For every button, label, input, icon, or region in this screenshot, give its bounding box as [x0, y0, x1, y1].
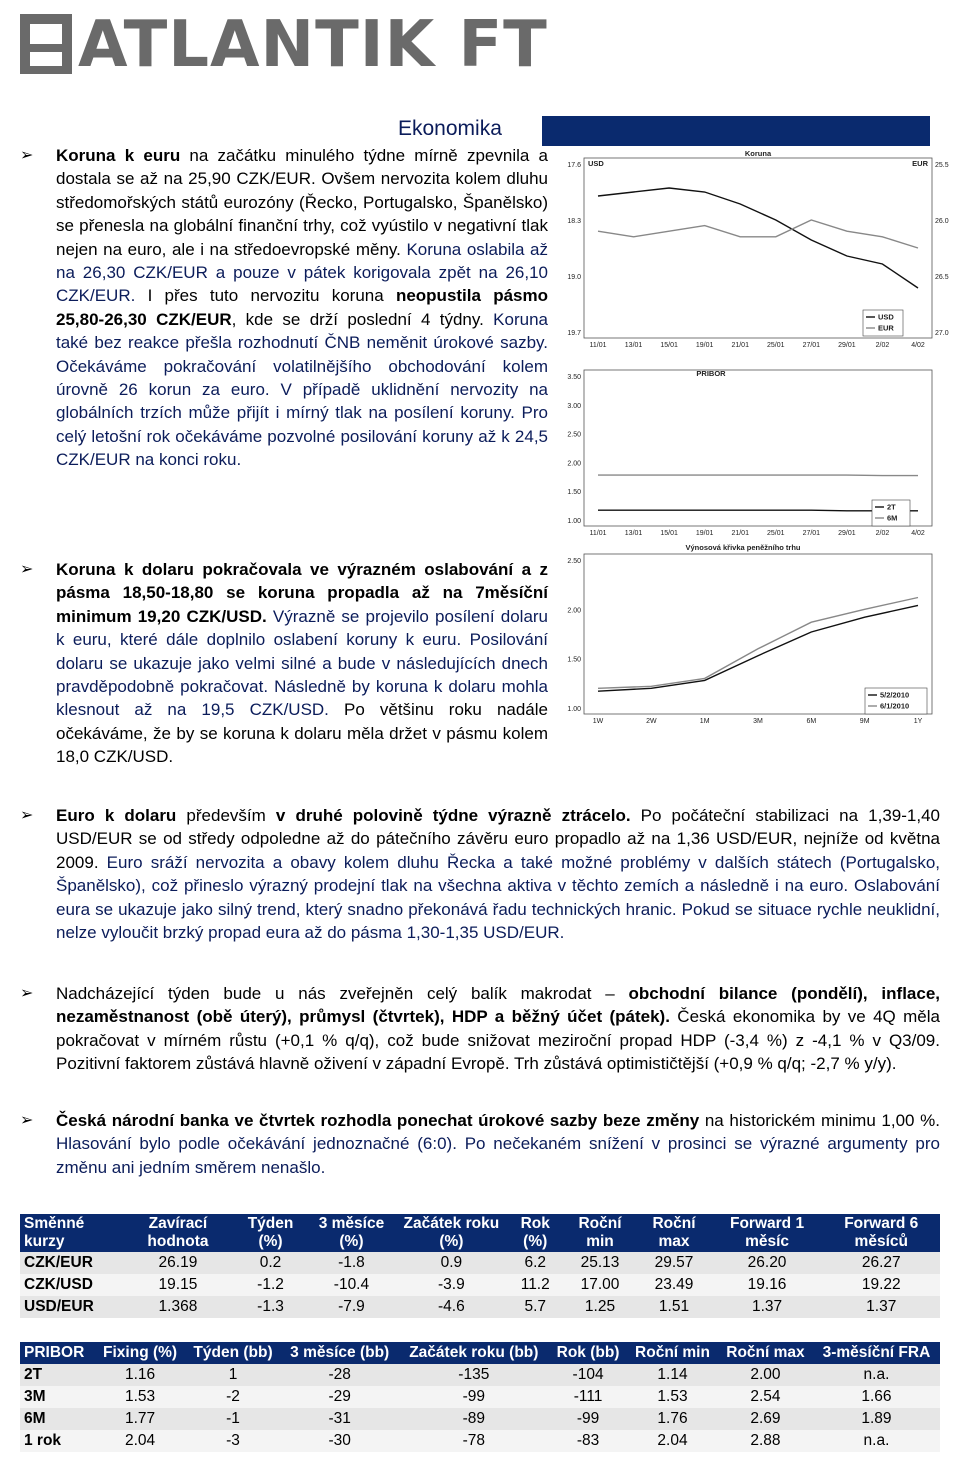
chart-koruna — [560, 148, 950, 358]
fx-cell: -10.4 — [307, 1274, 396, 1296]
pribor-header-cell: 3 měsíce (bb) — [281, 1342, 399, 1364]
y2-tick-label: 26.0 — [935, 218, 949, 225]
text-bold: obchodní bilance (pondělí), inflace, nezaměstnanost (obě úterý), průmysl (čtvrtek), HDP a běžný účet (pátek). — [56, 984, 940, 1027]
text: , kde se drží poslední 4 týdny. — [231, 309, 494, 329]
fx-header-cell: Forward 6 měsíců — [823, 1214, 940, 1252]
y-tick-label: 3.50 — [567, 374, 581, 381]
text-highlight: Posilování dolaru se ukazuje jako velmi silné a bude v následujících dnech pravděpodobně pokračovat. Následně by koruna k dolaru mohla klesnout až na 19,5 CZK/USD. — [56, 630, 548, 720]
pribor-row — [20, 1386, 940, 1408]
pribor-cell: -99 — [398, 1386, 549, 1408]
paragraph-body — [20, 1109, 940, 1179]
y-tick-label: 18.3 — [567, 218, 581, 225]
x-tick-label: 25/01 — [767, 530, 785, 537]
pribor-cell: n.a. — [813, 1364, 940, 1386]
legend-label: EUR — [878, 323, 894, 333]
y2-tick-label: 27.0 — [935, 330, 949, 337]
arrow-bullet-icon: ➢ — [20, 147, 34, 164]
y-tick-label: 2.50 — [567, 431, 581, 439]
y-tick-label: 3.00 — [567, 402, 581, 410]
pribor-cell: -28 — [281, 1364, 399, 1386]
pribor-row — [20, 1408, 940, 1430]
x-tick-label: 3M — [753, 718, 763, 725]
fx-cell: -4.6 — [396, 1296, 507, 1318]
text-bold: Koruna k dolaru pokračovala ve výrazném oslabování a z pásma 18,50-18,80 se koruna propadla až na 7měsíční minimum 19,20 CZK/USD. — [56, 560, 548, 626]
pribor-cell: -89 — [398, 1408, 549, 1430]
pribor-cell: 1.89 — [813, 1408, 940, 1430]
fx-header-cell: Roční max — [636, 1214, 711, 1252]
fx-header-cell: 3 měsíce (%) — [307, 1214, 396, 1252]
text-highlight: Koruna oslabila až na 26,30 CZK/EUR a pouze v pátek korigovala zpět na 26,10 CZK/EUR. — [56, 239, 548, 306]
paragraph-euro-dolar — [20, 804, 940, 944]
fx-cell: 17.00 — [564, 1274, 637, 1296]
pribor-header-row — [20, 1342, 940, 1364]
arrow-bullet-icon: ➢ — [20, 1112, 34, 1129]
fx-cell: 1.37 — [823, 1296, 940, 1318]
pribor-cell: 6M — [20, 1408, 95, 1430]
legend-label: 6/1/2010 — [880, 701, 910, 711]
chart-title: PRIBOR — [696, 369, 726, 378]
pribor-cell: 1.76 — [627, 1408, 718, 1430]
fx-header-row — [20, 1214, 940, 1252]
pribor-header-cell: Týden (bb) — [185, 1342, 281, 1364]
pribor-cell: 1.66 — [813, 1386, 940, 1408]
left-text-column — [20, 144, 548, 484]
pribor-cell: -3 — [185, 1430, 281, 1452]
pribor-header-cell: Roční min — [627, 1342, 718, 1364]
fx-cell: -3.9 — [396, 1274, 507, 1296]
y-tick-label: 1.50 — [567, 656, 581, 664]
pribor-cell: 2.69 — [718, 1408, 813, 1430]
fx-cell: 26.27 — [823, 1252, 940, 1274]
legend-label: 2T — [887, 502, 896, 512]
y-tick-label: 2.00 — [567, 607, 581, 615]
pribor-row — [20, 1364, 940, 1386]
fx-cell: 29.57 — [636, 1252, 711, 1274]
fx-rates-table — [20, 1214, 940, 1318]
pribor-cell: -83 — [549, 1430, 627, 1452]
pribor-cell: 1.77 — [95, 1408, 185, 1430]
pribor-cell: -29 — [281, 1386, 399, 1408]
x-tick-label: 19/01 — [695, 530, 714, 537]
text-highlight: Euro sráží nervozita a obavy kolem dluhu Řecka a také možné problémy v dalších státech (Portugalsko, Španělsko), což přineslo výrazný prodejní tlak na všechna aktiva v těchto zemích a následně i na euro. Oslabování eura se ukazuje jako silný trend, který snadno překonává řadu technických hranic. Pokud se situace rychle neuklidní, nelze vyloučit brzký propad eura až do pásma 1,30-1,35 USD/EUR. — [56, 852, 941, 943]
text: na historickém minimu 1,00 %. — [699, 1111, 940, 1130]
pribor-cell: -135 — [398, 1364, 549, 1386]
fx-cell: -7.9 — [307, 1296, 396, 1318]
paragraph-body — [20, 982, 940, 1076]
pribor-cell: 1.53 — [627, 1386, 718, 1408]
fx-cell: 5.7 — [507, 1296, 564, 1318]
fx-cell: 19.16 — [712, 1274, 823, 1296]
fx-cell: -1.8 — [307, 1252, 396, 1274]
pribor-cell: 1.53 — [95, 1386, 185, 1408]
pribor-cell: n.a. — [813, 1430, 940, 1452]
fx-cell: 6.2 — [507, 1252, 564, 1274]
text-bold: Česká národní banka ve čtvrtek rozhodla ponechat úrokové sazby beze změny — [56, 1111, 700, 1130]
x-tick-label: 1M — [699, 718, 710, 725]
fx-cell: -1.3 — [234, 1296, 307, 1318]
text-highlight: Hlasování bylo podle očekávání jednoznačné (6:0). Po nečekaném snížení v prosinci se výrazné argumenty pro změnu ani jedním směrem nenašlo. — [56, 1134, 940, 1177]
left-axis-label: USD — [588, 159, 604, 168]
x-tick-label: 27/01 — [802, 530, 821, 537]
pribor-cell: 1 rok — [20, 1430, 95, 1452]
pribor-header-cell: Rok (bb) — [549, 1342, 627, 1364]
fx-row — [20, 1296, 940, 1318]
text: Nadcházející týden bude u nás zveřejněn celý balík makrodat – — [56, 984, 629, 1003]
fx-cell: CZK/EUR — [20, 1252, 122, 1274]
fx-cell: 0.9 — [396, 1252, 507, 1274]
x-tick-label: 25/01 — [767, 342, 785, 349]
pribor-cell: -111 — [549, 1386, 627, 1408]
fx-row — [20, 1274, 940, 1296]
y-tick-label: 1.50 — [567, 489, 581, 497]
x-tick-label: 13/01 — [624, 530, 643, 537]
fx-header-cell: Začátek roku (%) — [396, 1214, 507, 1252]
fx-row — [20, 1252, 940, 1274]
pribor-cell: 2.04 — [95, 1430, 185, 1452]
pribor-header-cell: Roční max — [718, 1342, 813, 1364]
text-highlight: Výrazně se projevilo posílení dolaru k euru, které dále doplnilo oslabení koruny k euru. — [56, 606, 549, 650]
fx-cell: CZK/USD — [20, 1274, 122, 1296]
text-highlight: Koruna také bez reakce přešla rozhodnutí ČNB neměnit úrokové sazby. — [56, 309, 548, 353]
y-tick-label: 1.00 — [567, 518, 581, 525]
pribor-cell: 1.14 — [627, 1364, 718, 1386]
pribor-cell: 1.16 — [95, 1364, 185, 1386]
text-bold: Euro k dolaru — [56, 806, 177, 825]
paragraph-body — [20, 804, 940, 944]
series-line-6m — [598, 475, 918, 476]
arrow-bullet-icon: ➢ — [20, 807, 34, 824]
chart-title: Výnosová křivka peněžního trhu — [685, 543, 801, 552]
fx-cell: 11.2 — [507, 1274, 564, 1296]
fx-cell: 26.20 — [712, 1252, 823, 1274]
x-tick-label: 21/01 — [731, 342, 749, 349]
y-tick-label: 2.50 — [567, 558, 581, 565]
arrow-bullet-icon: ➢ — [20, 561, 34, 578]
pribor-cell: 2.00 — [718, 1364, 813, 1386]
text — [270, 380, 281, 399]
text: především — [176, 806, 276, 825]
x-tick-label: 1W — [592, 718, 604, 725]
text-highlight: V případě uklidnění nervozity na globálních trzích může přijít i mírný tlak na posílení koruny. — [56, 380, 548, 423]
chart-yield-curve — [560, 542, 950, 734]
arrow-bullet-icon: ➢ — [20, 985, 34, 1002]
y-tick-label: 19.0 — [567, 274, 581, 281]
logo-mark-icon — [20, 14, 76, 76]
x-tick-label: 13/01 — [624, 342, 643, 349]
x-tick-label: 19/01 — [695, 342, 714, 349]
pribor-cell: -104 — [549, 1364, 627, 1386]
y-tick-label: 2.00 — [567, 460, 581, 468]
fx-cell: 19.22 — [823, 1274, 940, 1296]
logo-text: ATLANTIK FT — [78, 8, 548, 82]
text: na začátku minulého týdne mírně zpevnila a dostala se až na 25,90 CZK/EUR. Ovšem nervozita kolem dluhu středomořských států eurozóny (Řecko, Portugalsko, Španělsko) se přenesla na globální finanční trhy, což vyústilo v negativní tlak nejen na euro, ale i na středoevropské měny. — [56, 146, 548, 259]
series-line-2t — [598, 510, 918, 511]
fx-cell: 1.25 — [564, 1296, 637, 1318]
x-tick-label: 4/02 — [911, 342, 925, 349]
x-tick-label: 11/01 — [589, 342, 607, 349]
text: Po většinu roku nadále očekáváme, že by se koruna k dolaru měla držet v pásmu kolem 18,0 CZK/USD. — [56, 700, 548, 767]
x-tick-label: 27/01 — [802, 342, 821, 349]
section-title: Ekonomika — [398, 117, 502, 140]
y-tick-label: 1.00 — [567, 706, 581, 713]
y-tick-label: 19.7 — [567, 330, 581, 337]
pribor-header-cell: 3-měsíční FRA — [813, 1342, 940, 1364]
pribor-cell: 2T — [20, 1364, 95, 1386]
pribor-cell: -1 — [185, 1408, 281, 1430]
fx-cell: 1.368 — [122, 1296, 234, 1318]
legend-label: 5/2/2010 — [880, 690, 910, 700]
x-tick-label: 15/01 — [660, 530, 678, 537]
x-tick-label: 29/01 — [838, 342, 856, 349]
paragraph-koruna-euro — [20, 144, 548, 472]
fx-header-cell: Směnné kurzy — [20, 1214, 122, 1252]
text: Po počáteční stabilizaci na 1,39-1,40 USD/EUR se od středy odpoledne až do pátečního závěru euro propadlo až na 1,36 USD/EUR, nejníže od května 2009. — [56, 806, 941, 872]
paragraph-cnb — [20, 1109, 940, 1179]
fx-header-cell: Roční min — [564, 1214, 637, 1252]
atlantik-logo — [20, 8, 548, 82]
pribor-cell: 3M — [20, 1386, 95, 1408]
x-tick-label: 4/02 — [911, 530, 925, 537]
pribor-cell: 1 — [185, 1364, 281, 1386]
pribor-cell: -78 — [398, 1430, 549, 1452]
text — [515, 403, 522, 422]
x-tick-label: 21/01 — [731, 530, 749, 537]
text-highlight: Očekáváme pokračování volatilnějšího obchodování kolem úrovně 26 korun za euro. — [56, 356, 548, 400]
text: Česká ekonomika by ve 4Q měla pokračovat v mírném růstu (+0,1 % q/q), což bude snižovat meziroční propad HDP (-3,4 %) z -4,1 % v Q3/09. Pozitivní faktorem zůstává hlavně oživení v západní Evropě. Trh zůstává optimističtější (+0,9 % q/q; -2,7 % y/y). — [56, 1007, 940, 1074]
fx-cell: 1.37 — [712, 1296, 823, 1318]
x-tick-label: 29/01 — [838, 530, 856, 537]
fx-cell: 0.2 — [234, 1252, 307, 1274]
fx-cell: USD/EUR — [20, 1296, 122, 1318]
chart-pribor — [560, 360, 950, 540]
x-tick-label: 15/01 — [660, 342, 678, 349]
fx-header-cell: Týden (%) — [234, 1214, 307, 1252]
pribor-cell: -31 — [281, 1408, 399, 1430]
chart-title: Koruna — [744, 149, 772, 158]
x-tick-label: 2/02 — [875, 342, 890, 349]
pribor-cell: 2.54 — [718, 1386, 813, 1408]
x-tick-label: 11/01 — [589, 530, 607, 537]
pribor-header-cell: Začátek roku (bb) — [398, 1342, 549, 1364]
x-tick-label: 6M — [806, 718, 817, 725]
fx-cell: 25.13 — [564, 1252, 637, 1274]
fx-cell: 19.15 — [122, 1274, 234, 1296]
fx-cell: -1.2 — [234, 1274, 307, 1296]
pribor-cell: 2.04 — [627, 1430, 718, 1452]
text: I přes tuto nervozitu koruna — [135, 286, 396, 306]
text-bold: v druhé polovině týdne výrazně ztrácelo. — [275, 806, 631, 825]
y-tick-label: 17.6 — [567, 162, 581, 169]
text-bold: neopustila pásmo 25,80-26,30 CZK/EUR — [56, 286, 549, 329]
x-tick-label: 2W — [646, 718, 657, 725]
pribor-cell: 2.88 — [718, 1430, 813, 1452]
pribor-table — [20, 1342, 940, 1452]
pribor-cell: -30 — [281, 1430, 399, 1452]
pribor-cell: -2 — [185, 1386, 281, 1408]
y2-tick-label: 25.5 — [935, 162, 949, 169]
fx-cell: 26.19 — [122, 1252, 234, 1274]
fx-header-cell: Zavírací hodnota — [122, 1214, 234, 1252]
text-highlight: Pro celý letošní rok očekáváme pozvolné posilování koruny až k 24,5 CZK/EUR na konci roku. — [56, 403, 548, 470]
fx-header-cell: Rok (%) — [507, 1214, 564, 1252]
x-tick-label: 9M — [859, 718, 870, 725]
paragraph-makrodata — [20, 982, 940, 1076]
legend-label: USD — [878, 312, 894, 322]
section-strip — [542, 116, 930, 146]
pribor-row — [20, 1430, 940, 1452]
lead: Koruna k euru — [56, 146, 181, 165]
pribor-header-cell: PRIBOR — [20, 1342, 95, 1364]
legend-label: 6M — [887, 513, 898, 523]
pribor-header-cell: Fixing (%) — [95, 1342, 185, 1364]
fx-header-cell: Forward 1 měsíc — [712, 1214, 823, 1252]
y2-tick-label: 26.5 — [935, 274, 949, 281]
fx-cell: 23.49 — [636, 1274, 711, 1296]
fx-cell: 1.51 — [636, 1296, 711, 1318]
pribor-cell: -99 — [549, 1408, 627, 1430]
right-axis-label: EUR — [912, 159, 928, 168]
x-tick-label: 1Y — [913, 718, 923, 725]
x-tick-label: 2/02 — [875, 530, 890, 537]
